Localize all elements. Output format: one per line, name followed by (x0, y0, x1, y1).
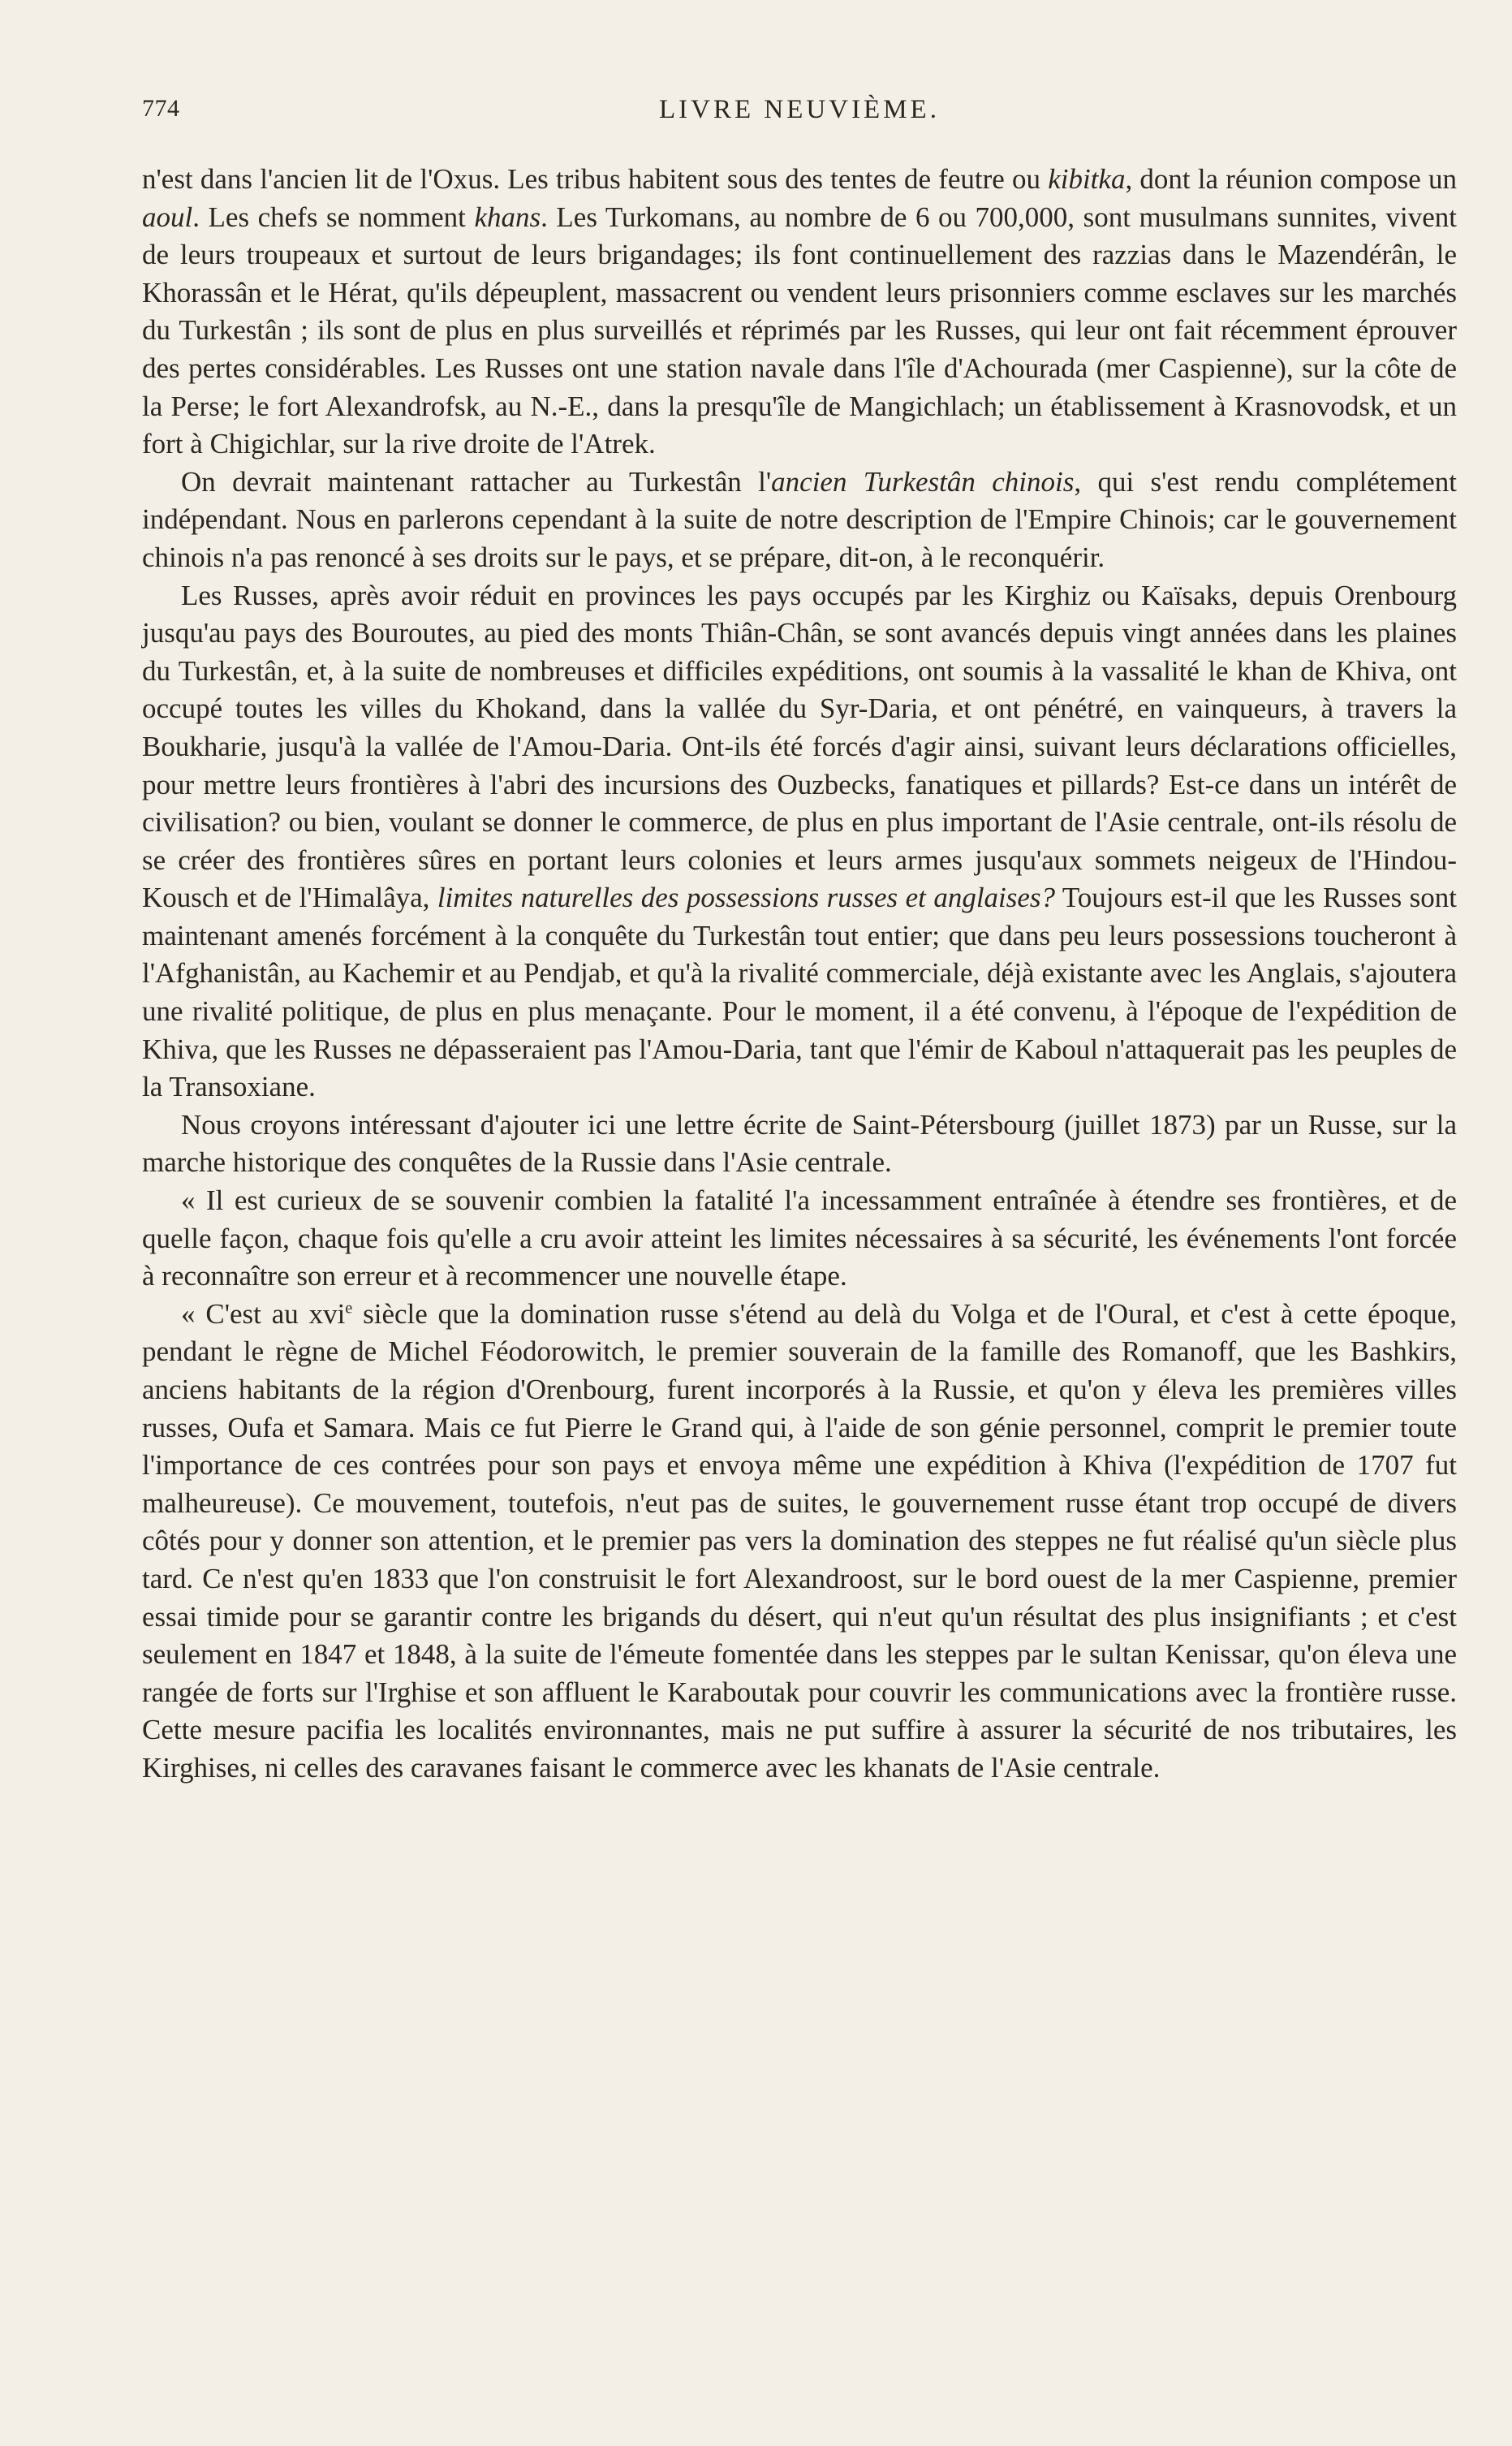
text-run: , dont la réunion compose un (1125, 163, 1457, 195)
italic-term: khans (474, 201, 541, 233)
text-run: Les Russes, après avoir réduit en provinces les pays occupés par les Kirghiz ou Kaïsaks, depuis Orenbourg jusqu'au pays des Bouroutes, au pied des monts Thiân-Chân, se sont avancés depuis vingt années dans les plaines du Turkestân, et, à la suite de nombreuses et difficiles expéditions, ont soumis à la vassalité le khan de Khiva, ont occupé toutes les villes du Khokand, dans la vallée du Syr-Daria, et ont pénétré, en vainqueurs, à travers la Boukharie, jusqu'à la vallée de l'Amou-Daria. Ont-ils été forcés d'agir ainsi, suivant leurs déclarations officielles, pour mettre leurs frontières à l'abri des incursions des Ouzbecks, fanatiques et pillards? Est-ce dans un intérêt de civilisation? ou bien, voulant se donner le commerce, de plus en plus important de l'Asie centrale, ont-ils résolu de se créer des frontières sûres en portant leurs colonies et leurs armes jusqu'aux sommets neigeux de l'Hindou-Kousch et de l'Himalâya, (142, 579, 1457, 914)
paragraph (142, 1296, 1457, 1788)
paragraph (142, 464, 1457, 577)
italic-term: kibitka (1048, 163, 1126, 195)
text-run: , qui s'est rendu complétement indépendant. Nous en parlerons cependant à la suite de notre description de l'Empire Chinois; car le gouvernement chinois n'a pas renoncé à ses droits sur le pays, et se prépare, dit-on, à le reconquérir. (142, 465, 1458, 573)
italic-term: limites naturelles des possessions russes et anglaises? (437, 882, 1056, 914)
italic-term: aoul (142, 201, 193, 233)
text-run: n'est dans l'ancien lit de l'Oxus. Les tribus habitent sous des tentes de feutre ou (142, 163, 1049, 195)
superscript: e (345, 1299, 353, 1318)
text-run: siècle que la domination russe s'étend au delà du Volga et de l'Oural, et c'est à cette époque, pendant le règne de Michel Féodorowitch, le premier souverain de la famille des Romanoff, que les Bashkirs, anciens habitants de la région d'Orenbourg, furent incorporés à la Russie, et qu'on y éleva les premières villes russes, Oufa et Samara. Mais ce fut Pierre le Grand qui, à l'aide de son génie personnel, comprit le premier toute l'importance de ces contrées pour son pays et envoya même une expédition à Khiva (l'expédition de 1707 fut malheureuse). Ce mouvement, toutefois, n'eut pas de suites, le gouvernement russe étant trop occupé de divers côtés pour y donner son attention, et le premier pas vers la domination des steppes ne fut réalisé qu'un siècle plus tard. Ce n'est qu'en 1833 que l'on construisit le fort Alexandroost, sur le bord ouest de la mer Caspienne, premier essai timide pour se garantir contre les brigands du désert, qui n'eut qu'un résultat des plus insignifiants ; et c'est seulement en 1847 et 1848, à la suite de l'émeute fomentée dans les steppes par le sultan Kenissar, qu'on éleva une rangée de forts sur l'Irghise et son affluent le Karaboutak pour couvrir les communications avec la frontière russe. Cette mesure pacifia les localités environnantes, mais ne put suffire à assurer la sécurité de nos tributaires, les Kirghises, ni celles des caravanes faisant le commerce avec les khanats de l'Asie centrale. (142, 1297, 1458, 1784)
paragraph (142, 1182, 1457, 1296)
paragraph (142, 577, 1457, 1107)
italic-term: ancien Turkestân chinois (771, 465, 1075, 498)
paragraph (142, 1107, 1457, 1182)
text-run: Toujours est-il que les Russes sont maintenant amenés forcément à la conquête du Turkestân tout entier; que dans peu leurs possessions toucheront à l'Afghanistân, au Kachemir et au Pendjab, et qu'à la rivalité commerciale, déjà existante avec les Anglais, s'ajoutera une rivalité politique, de plus en plus menaçante. Pour le moment, il a été convenu, à l'époque de l'expédition de Khiva, que les Russes ne dépasseraient pas l'Amou-Daria, tant que l'émir de Kaboul n'attaquerait pas les peuples de la Transoxiane. (142, 882, 1457, 1103)
text-run: On devrait maintenant rattacher au Turkestân l' (181, 465, 772, 498)
text-run: « C'est au xvi (181, 1297, 346, 1330)
body-text (142, 161, 1457, 1788)
text-run: « Il est curieux de se souvenir combien la fatalité l'a incessamment entraînée à étendre ses frontières, et de quelle façon, chaque fois qu'elle a cru avoir atteint les limites nécessaires à sa sécurité, les événements l'ont forcée à reconnaître son erreur et à recommencer une nouvelle étape. (142, 1184, 1457, 1292)
paragraph (142, 161, 1457, 464)
text-run: . Les Turkomans, au nombre de 6 ou 700,000, sont musulmans sunnites, vivent de leurs troupeaux et surtout de leurs brigandages; ils font continuellement des razzias dans le Mazendérân, le Khorassân et le Hérat, qu'ils dépeuplent, massacrent ou vendent leurs prisonniers comme esclaves sur les marchés du Turkestân ; ils sont de plus en plus surveillés et réprimés par les Russes, qui leur ont fait récemment éprouver des pertes considérables. Les Russes ont une station navale dans l'île d'Achourada (mer Caspienne), sur la côte de la Perse; le fort Alexandrofsk, au N.-E., dans la presqu'île de Mangichlach; un établissement à Krasnovodsk, et un fort à Chigichlar, sur la rive droite de l'Atrek. (142, 201, 1457, 460)
page-number: 774 (142, 95, 180, 122)
page-header (142, 95, 1457, 136)
text-run: . Les chefs se nomment (192, 201, 475, 233)
text-run: Nous croyons intéressant d'ajouter ici une lettre écrite de Saint-Pétersbourg (juillet 1873) par un Russe, sur la marche historique des conquêtes de la Russie dans l'Asie centrale. (142, 1108, 1457, 1179)
running-head: LIVRE NEUVIÈME. (659, 95, 940, 124)
